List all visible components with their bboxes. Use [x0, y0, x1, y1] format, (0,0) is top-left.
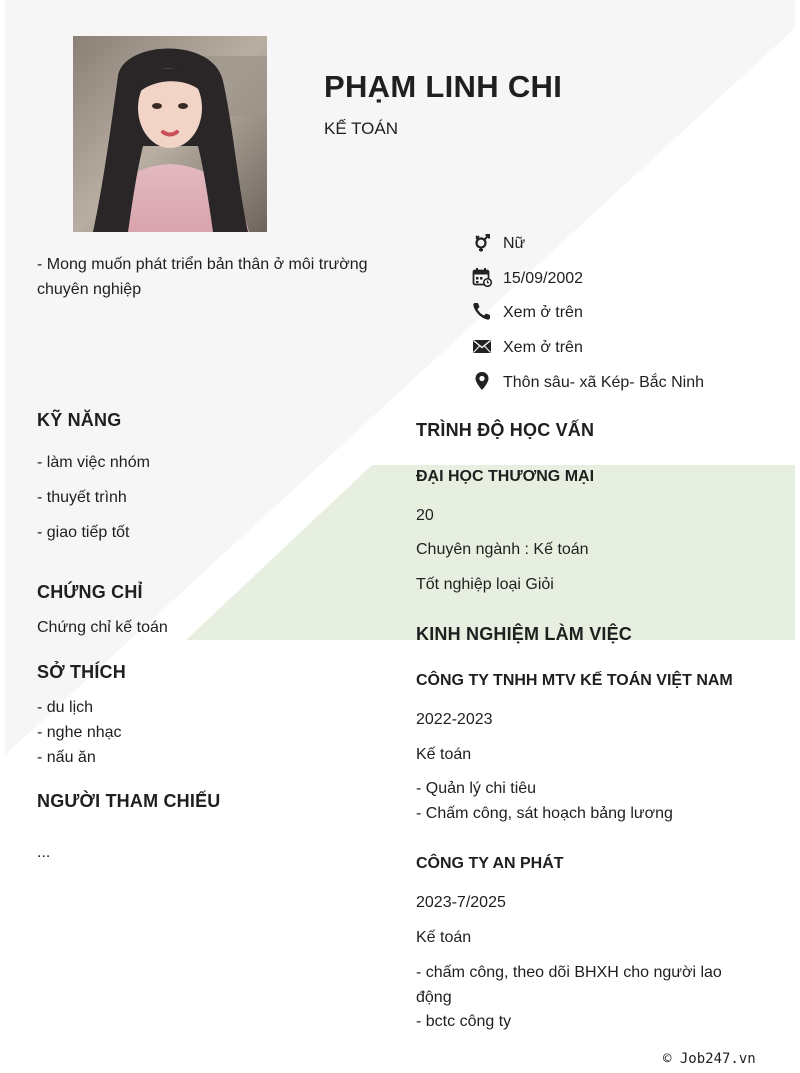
skill-item: - giao tiếp tốt	[37, 524, 130, 541]
mail-icon	[472, 336, 492, 356]
info-gender: Nữ	[503, 235, 526, 252]
avatar-photo	[73, 36, 267, 232]
education-major: Chuyên ngành : Kế toán	[416, 541, 589, 558]
hobby-item: - du lịch	[37, 699, 94, 716]
footer-copyright: © Job247.vn	[663, 1051, 756, 1067]
experience-heading: KINH NGHIỆM LÀM VIỆC	[416, 624, 633, 644]
education-year: 20	[416, 507, 434, 524]
job-role: Kế toán	[416, 746, 472, 763]
job-company: CÔNG TY TNHH MTV KẾ TOÁN VIỆT NAM	[416, 672, 733, 689]
job-company: CÔNG TY AN PHÁT	[416, 855, 564, 872]
job-period: 2022-2023	[416, 711, 493, 728]
job-duty: - chấm công, theo dõi BHXH cho người lao động	[416, 964, 722, 1006]
job-role: Kế toán	[416, 929, 472, 946]
phone-icon	[472, 301, 492, 321]
hobbies-heading: SỞ THÍCH	[37, 662, 126, 682]
location-icon	[472, 371, 492, 391]
education-school: ĐẠI HỌC THƯƠNG MẠI	[416, 468, 595, 485]
job-duty: - Chấm công, sát hoạch bảng lương	[416, 805, 673, 822]
hobby-item: - nghe nhạc	[37, 724, 122, 741]
hobby-item: - nấu ăn	[37, 749, 96, 766]
certificate-text: Chứng chỉ kế toán	[37, 619, 168, 636]
info-birthday: 15/09/2002	[503, 270, 584, 287]
avatar	[73, 36, 267, 232]
certificates-heading: CHỨNG CHỈ	[37, 582, 143, 602]
info-address: Thôn sâu- xã Kép- Bắc Ninh	[503, 374, 704, 391]
calendar-icon	[472, 267, 492, 287]
skills-heading: KỸ NĂNG	[37, 410, 122, 430]
job-duty: - bctc công ty	[416, 1013, 512, 1030]
references-text: ...	[37, 844, 51, 861]
skill-item: - làm việc nhóm	[37, 454, 150, 471]
job-duty: - Quản lý chi tiêu	[416, 780, 537, 797]
job-position: KẾ TOÁN	[324, 119, 399, 138]
info-email: Xem ở trên	[503, 339, 583, 356]
career-objective: - Mong muốn phát triển bản thân ở môi trường chuyên nghiệp	[37, 256, 368, 298]
references-heading: NGƯỜI THAM CHIẾU	[37, 791, 221, 811]
skill-item: - thuyết trình	[37, 489, 127, 506]
info-phone: Xem ở trên	[503, 304, 583, 321]
gender-icon	[472, 232, 492, 252]
full-name: PHẠM LINH CHI	[324, 69, 563, 104]
education-heading: TRÌNH ĐỘ HỌC VẤN	[416, 420, 595, 440]
job-period: 2023-7/2025	[416, 894, 506, 911]
education-grade: Tốt nghiệp loại Giỏi	[416, 576, 554, 593]
